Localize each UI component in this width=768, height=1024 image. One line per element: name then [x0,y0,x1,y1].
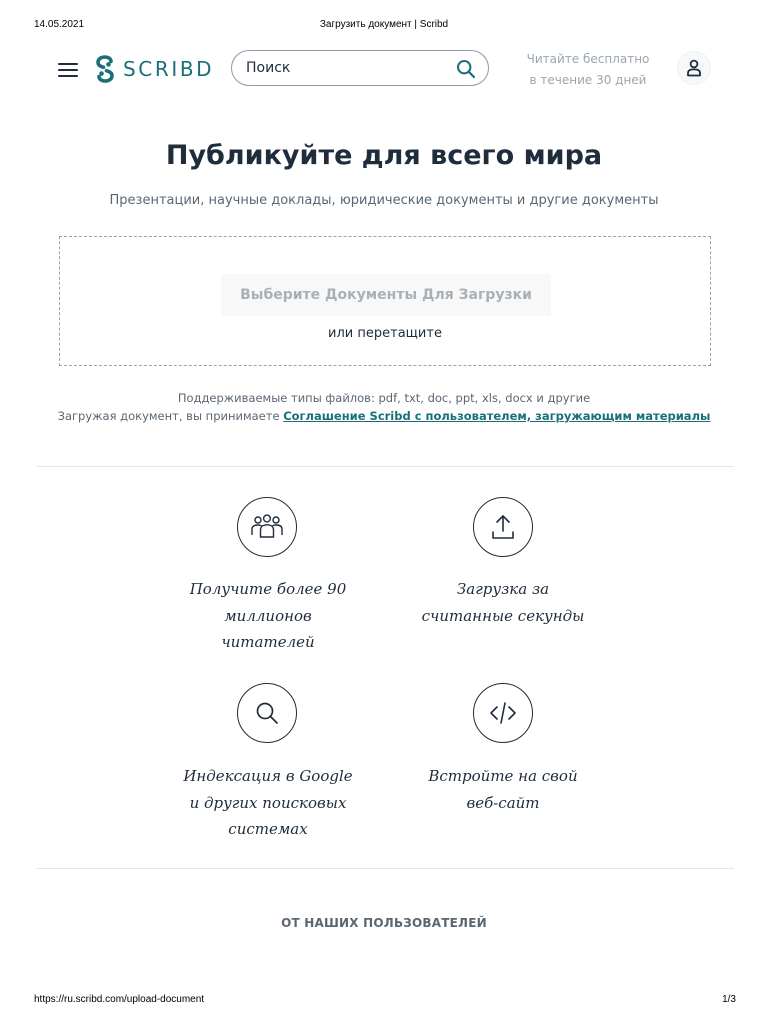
feature-embed [473,683,533,743]
feature-indexing-text [168,763,368,843]
upload-icon [490,513,516,541]
feature-readers-line: читателей [221,633,315,651]
search-icon [456,59,476,79]
scribd-logo[interactable] [94,53,214,85]
search-input[interactable] [246,57,446,79]
divider [37,868,734,869]
drag-drop-hint: или перетащите [328,326,442,341]
feature-upload-line: считанные секунды [421,606,585,625]
search-engine-icon [254,700,280,726]
feature-embed-line: Встройте на свой [428,767,578,785]
feature-readers-line: миллионов [224,606,312,625]
print-page-number: 1/3 [722,994,736,1005]
search-bar [231,50,489,86]
readers-icon [250,513,284,541]
uploader-agreement-link[interactable]: Соглашение Scribd с пользователем, загружающим материалы [283,409,711,423]
account-button[interactable] [677,51,711,85]
feature-readers-line: Получите более 90 [189,580,347,598]
upload-dropzone[interactable] [59,236,711,366]
agreement-prefix: Загружая документ, вы принимаете [57,409,280,423]
page-title: Публикуйте для всего мира [165,140,603,171]
divider [37,466,734,467]
search-button[interactable] [456,59,476,79]
promo-line-2: в течение 30 дней [529,73,647,87]
supported-file-types: Поддерживаемые типы файлов: pdf, txt, doc, ppt, xls, docx и другие [177,391,591,405]
feature-indexing [237,683,297,743]
choose-documents-button[interactable]: Выберите Документы Для Загрузки [221,274,551,316]
feature-indexing-line: и других поисковых [189,793,347,812]
print-url: https://ru.scribd.com/upload-document [34,994,205,1005]
print-date: 14.05.2021 [34,19,85,30]
feature-upload [473,497,533,557]
feature-embed-text [403,763,603,816]
embed-code-icon [488,700,518,726]
feature-indexing-line: системах [228,820,308,838]
feature-indexing-line: Индексация в Google [183,767,353,785]
logo-text: SCRIBD [123,57,215,81]
page-subtitle: Презентации, научные доклады, юридические документы и другие документы [109,193,659,208]
user-icon [686,59,702,77]
scribd-logo-icon [94,55,116,83]
menu-icon[interactable] [58,61,80,79]
feature-readers [237,497,297,557]
free-trial-promo[interactable] [520,49,656,91]
feature-readers-text [168,576,368,656]
testimonials-heading: ОТ НАШИХ ПОЛЬЗОВАТЕЛЕЙ [281,916,487,930]
print-title: Загрузить документ | Scribd [319,19,449,30]
upload-agreement [0,409,768,423]
feature-embed-line: веб-сайт [466,793,540,812]
promo-line-1: Читайте бесплатно [526,52,650,66]
feature-upload-text [403,576,603,629]
feature-upload-line: Загрузка за [456,580,550,598]
